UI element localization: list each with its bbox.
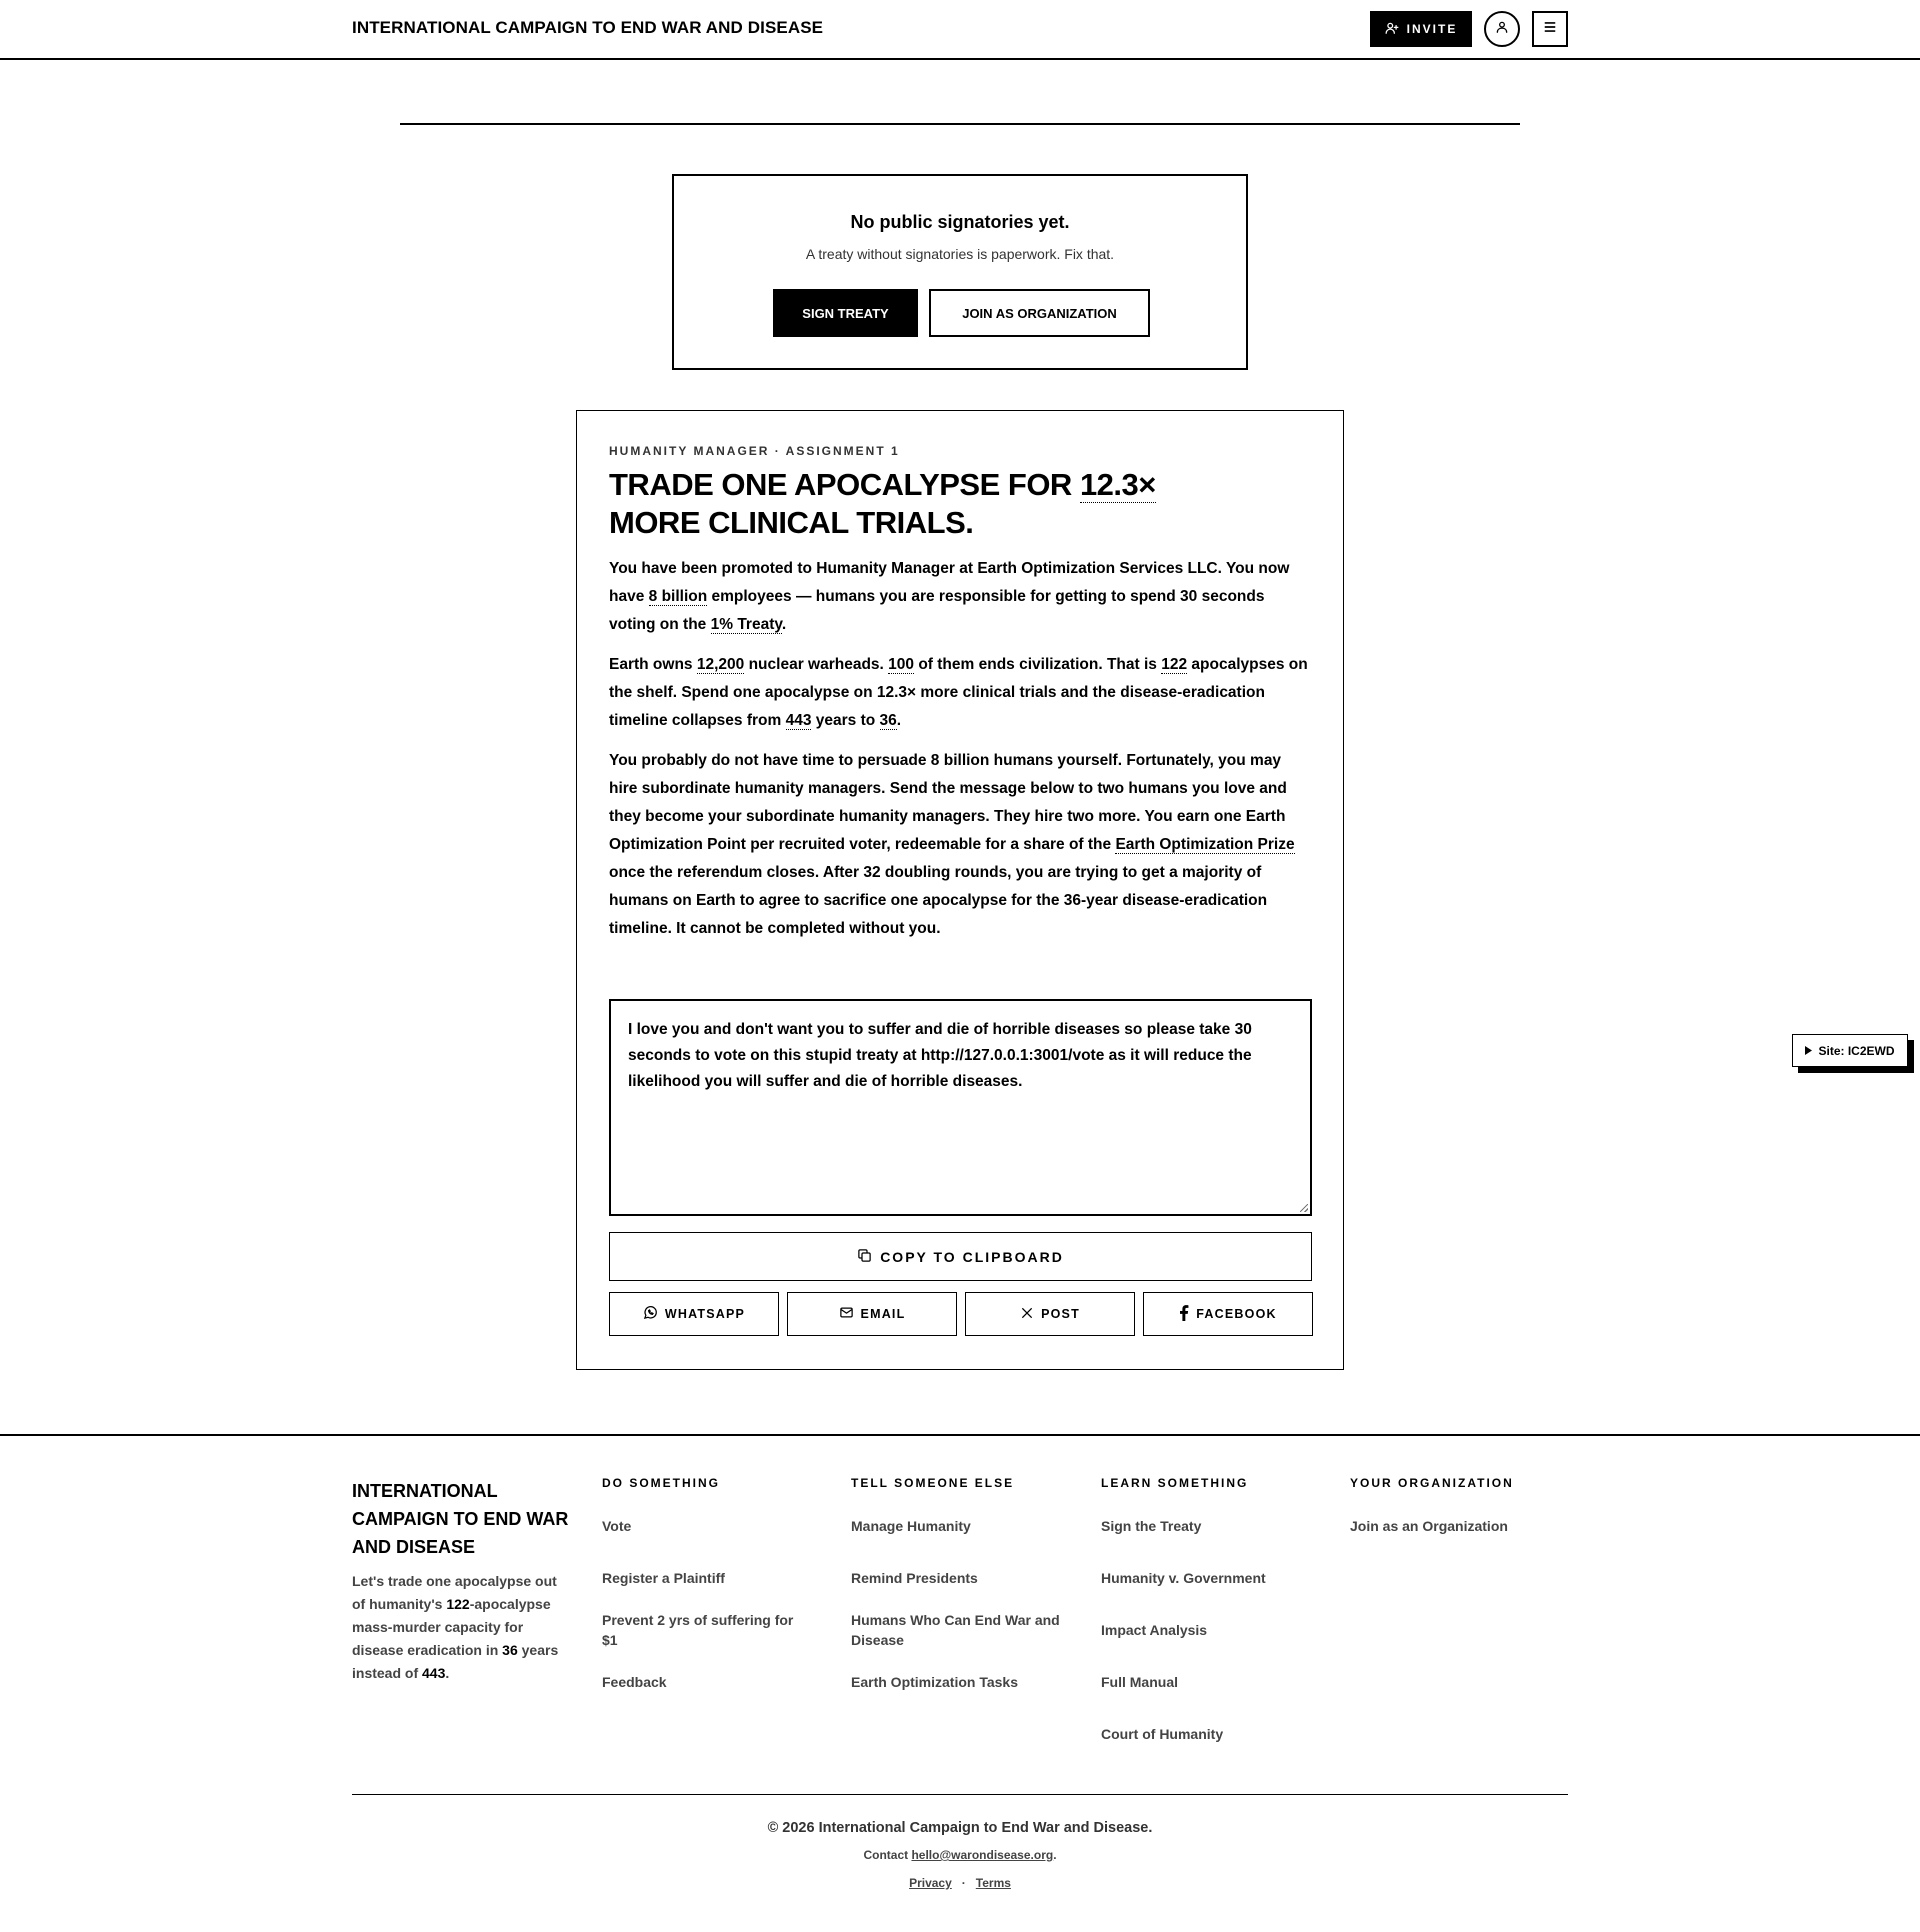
footer-link-humans-who-can[interactable]: Humans Who Can End War and Disease [851, 1612, 1060, 1648]
years-after-term: 36 [879, 712, 897, 729]
share-x-button[interactable] [965, 1292, 1135, 1336]
resize-handle[interactable] [1300, 1204, 1308, 1212]
footer-link-sign-treaty[interactable]: Sign the Treaty [1101, 1518, 1202, 1534]
footer-heading-your-organization: YOUR ORGANIZATION [1350, 1476, 1514, 1490]
menu-icon [1543, 20, 1557, 39]
contact-line: Contact hello@warondisease.org. [863, 1848, 1057, 1862]
apocalypses-term: 122 [1161, 656, 1188, 673]
facebook-icon [1179, 1305, 1189, 1324]
footer-link-impact-analysis[interactable]: Impact Analysis [1101, 1622, 1208, 1638]
copy-to-clipboard-button[interactable] [609, 1232, 1312, 1281]
whatsapp-icon [643, 1305, 658, 1323]
prize-link[interactable]: Earth Optimization Prize [1115, 836, 1295, 853]
user-plus-icon [1385, 21, 1399, 38]
signatories-subtitle: A treaty without signatories is paperwork. Fix that. [805, 246, 1115, 262]
share-email-button[interactable] [787, 1292, 957, 1336]
assignment-eyebrow: HUMANITY MANAGER · ASSIGNMENT 1 [609, 444, 900, 458]
copy-label: COPY TO CLIPBOARD [880, 1248, 1064, 1265]
footer-bottom-divider [352, 1794, 1568, 1795]
years-before-term: 443 [785, 712, 812, 729]
site-badge[interactable] [1792, 1034, 1908, 1067]
footer-link-join-organization[interactable]: Join as an Organization [1350, 1518, 1508, 1534]
invite-label: INVITE [1406, 22, 1458, 36]
footer-link-earth-tasks[interactable]: Earth Optimization Tasks [851, 1674, 1018, 1690]
site-badge-label: Site: IC2EWD [1818, 1043, 1895, 1058]
post-label: POST [1041, 1307, 1080, 1321]
footer-link-full-manual[interactable]: Full Manual [1101, 1674, 1178, 1690]
footer-link-humanity-v-government[interactable]: Humanity v. Government [1101, 1570, 1266, 1586]
account-button[interactable] [1484, 11, 1520, 47]
footer-link-register-plaintiff[interactable]: Register a Plaintiff [602, 1570, 725, 1586]
user-icon [1495, 20, 1509, 39]
invite-button[interactable] [1370, 11, 1472, 47]
footer-divider [0, 1434, 1920, 1436]
footer-link-feedback[interactable]: Feedback [602, 1674, 667, 1690]
footer-link-vote[interactable]: Vote [602, 1518, 632, 1534]
footer-heading-do-something: DO SOMETHING [602, 1476, 721, 1490]
site-brand[interactable]: INTERNATIONAL CAMPAIGN TO END WAR AND DISEASE [352, 18, 824, 37]
legal-links [0, 1876, 1920, 1890]
recruit-paragraph: You probably do not have time to persuade 8 billion humans yourself. Fortunately, you may hire subordinate humanity managers. Send the message below to two humans you love and they become your subordinate humanity managers. They hire two more. You earn one Earth Optimization Point per recruited voter, redeemable for a share of the Earth Optimization Prize once the referendum closes. After 32 doubling rounds, you are trying to get a majority of humans on Earth to agree to sacrifice one apocalypse for the 36-year disease-eradication timeline. It cannot be completed without you. [609, 752, 1295, 937]
menu-button[interactable] [1532, 11, 1568, 47]
copy-icon [857, 1248, 872, 1266]
signatories-panel [672, 174, 1248, 370]
whatsapp-label: WHATSAPP [664, 1307, 746, 1321]
join-organization-button[interactable]: JOIN AS ORGANIZATION [929, 289, 1150, 337]
facebook-label: FACEBOOK [1196, 1307, 1277, 1321]
footer-link-remind-presidents[interactable]: Remind Presidents [851, 1570, 978, 1586]
footer-heading-learn-something: LEARN SOMETHING [1101, 1476, 1249, 1490]
warheads-paragraph: Earth owns 12,200 nuclear warheads. 100 of them ends civilization. That is 122 apocalypses on the shelf. Spend one apocalypse on 12.3× more clinical trials and the disease-eradication timeline collapses from 443 years to 36. [609, 656, 1308, 729]
share-facebook-button[interactable] [1143, 1292, 1313, 1336]
multiplier-term: 12.3× [1079, 467, 1156, 502]
footer-link-prevent-suffering[interactable]: Prevent 2 yrs of suffering for $1 [602, 1612, 794, 1648]
contact-email-link[interactable]: hello@warondisease.org [911, 1848, 1054, 1862]
mail-icon [839, 1305, 854, 1323]
threshold-term: 100 [888, 656, 915, 673]
footer-link-court-of-humanity[interactable]: Court of Humanity [1101, 1726, 1224, 1742]
footer-tagline: Let's trade one apocalypse out of humanity's 122-apocalypse mass-murder capacity for disease eradication in 36 years instead of 443. [352, 1573, 559, 1681]
x-logo-icon [1020, 1306, 1034, 1323]
message-text: I love you and don't want you to suffer and die of horrible diseases so please take 30 seconds to vote on this stupid treaty at http://127.0.0.1:3001/vote as it will reduce the likelihood you will suffer and die of horrible diseases. [628, 1021, 1252, 1090]
treaty-link[interactable]: 1% Treaty [710, 616, 782, 633]
sign-treaty-button[interactable]: SIGN TREATY [773, 289, 918, 337]
copyright-text: © 2026 International Campaign to End War and Disease. [767, 1820, 1153, 1836]
assignment-headline: TRADE ONE APOCALYPSE FOR 12.3× MORE CLINICAL TRIALS. [609, 467, 1156, 540]
privacy-link[interactable]: Privacy [909, 1876, 952, 1890]
section-divider [400, 123, 1520, 125]
message-textarea[interactable] [609, 999, 1312, 1216]
email-label: EMAIL [860, 1307, 906, 1321]
share-whatsapp-button[interactable] [609, 1292, 779, 1336]
footer-link-manage-humanity[interactable]: Manage Humanity [851, 1518, 971, 1534]
legal-separator: · [961, 1876, 966, 1890]
billion-term: 8 billion [648, 588, 708, 605]
top-navigation-bar [0, 0, 1920, 60]
terms-link[interactable]: Terms [975, 1876, 1011, 1890]
footer-brand: INTERNATIONAL CAMPAIGN TO END WAR AND DISEASE [352, 1481, 569, 1557]
assignment-card [576, 410, 1344, 1370]
intro-paragraph: You have been promoted to Humanity Manager at Earth Optimization Services LLC. You now have 8 billion employees — humans you are responsible for getting to spend 30 seconds voting on the 1% Treaty. [609, 560, 1290, 633]
signatories-title: No public signatories yet. [850, 212, 1070, 232]
warheads-term: 12,200 [696, 656, 745, 673]
play-triangle-icon [1805, 1044, 1812, 1058]
footer-heading-tell-someone: TELL SOMEONE ELSE [851, 1476, 1015, 1490]
